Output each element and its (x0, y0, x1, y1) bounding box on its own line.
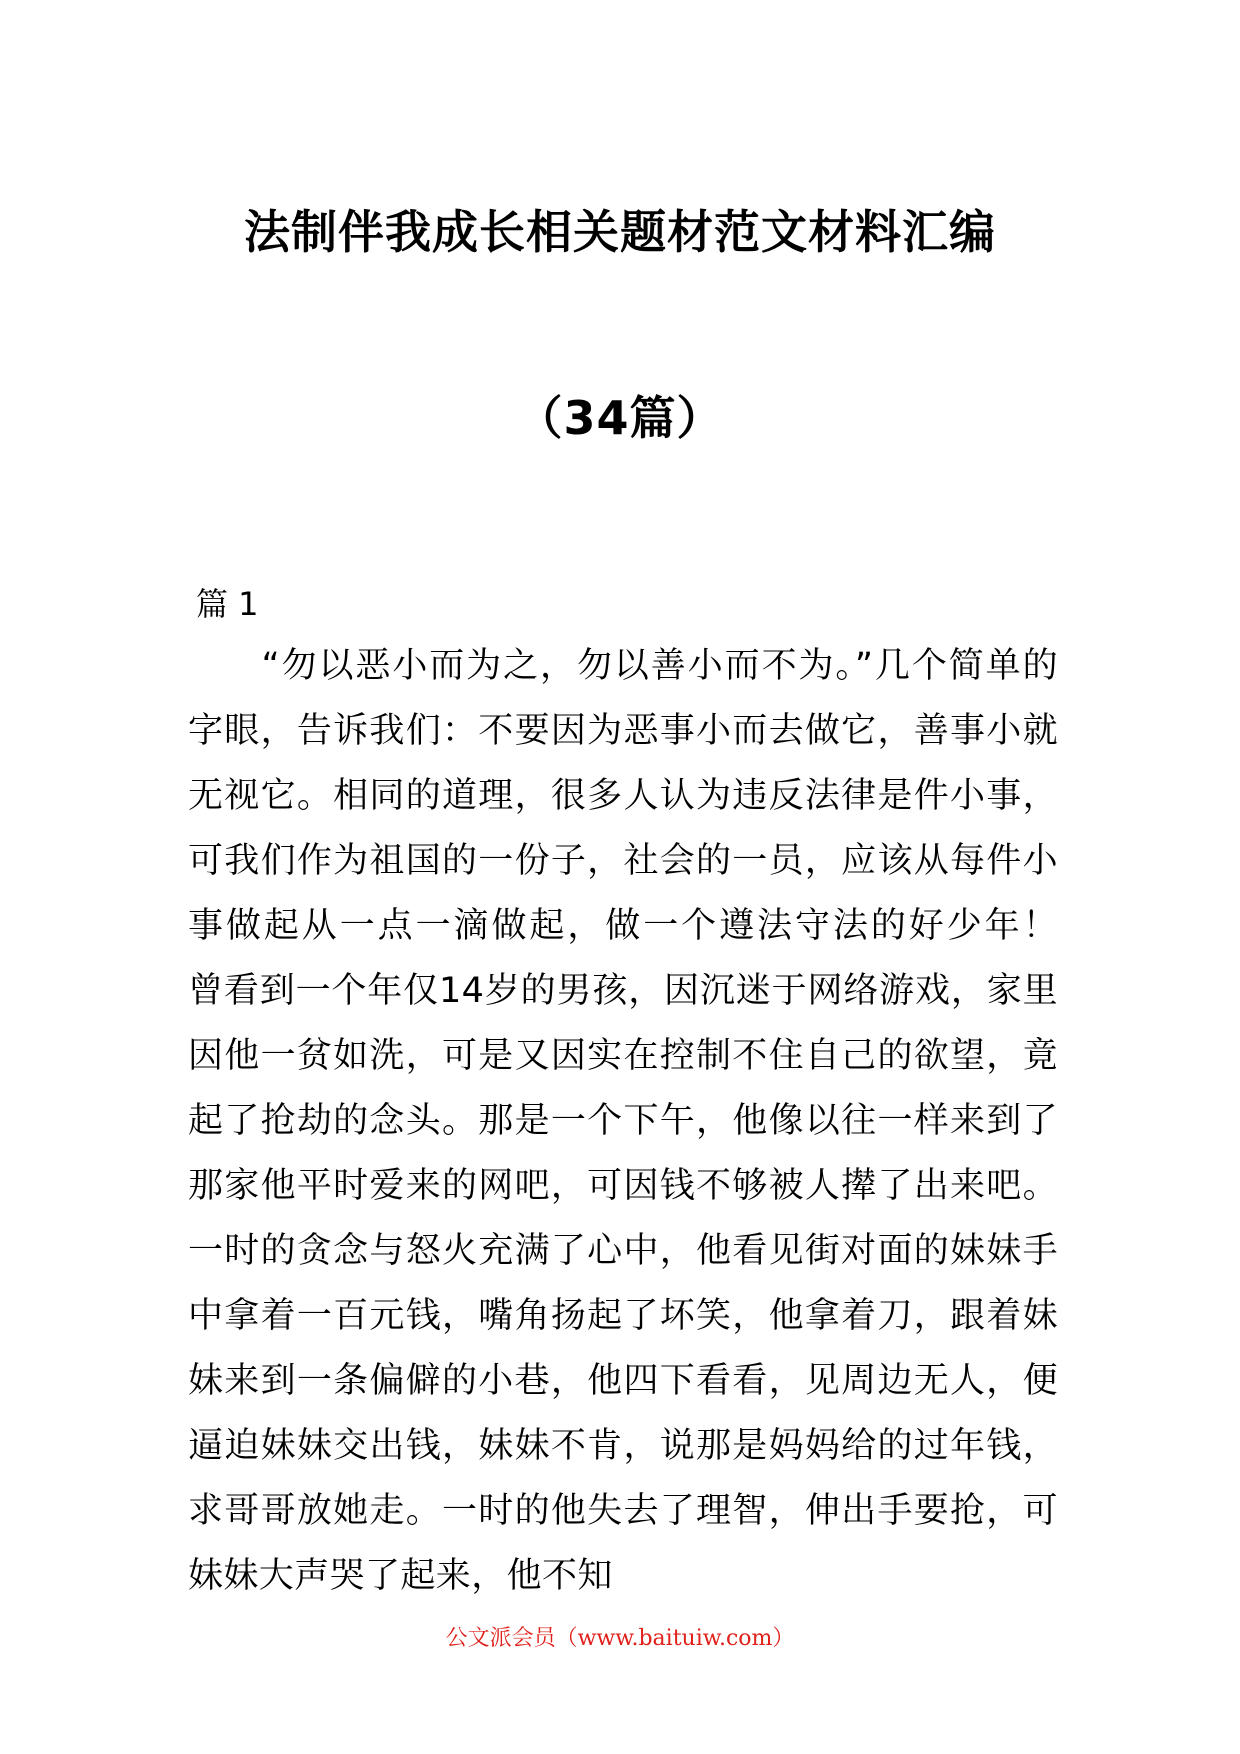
document-title: 法制伴我成长相关题材范文材料汇编 (244, 205, 996, 259)
document-subtitle: （34篇） (516, 391, 724, 445)
footer-watermark: 公文派会员（www.baituiw.com） (445, 1626, 795, 1651)
section-label: 篇 1 (196, 585, 259, 623)
body-paragraph: “勿以恶小而为之，勿以善小而不为。”几个简单的字眼，告诉我们：不要因为恶事小而去做它，善事小就无视它。相同的道理，很多人认为违反法律是件小事，可我们作为祖国的一份子，社会的一员，应该从每件小事做起从一点一滴做起，做一个遵法守法的好少年！ 曾看到一个年仅14岁的男孩，因沉迷于网络游戏，家里因他一贫如洗，可是又因实在控制不住自己的欲望，竟起了抢劫的念头。那是一个下午，他像以往一样来到了那家他平时爱来的网吧，可因钱不够被人撵了出来吧。一时的贪念与怒火充满了心中，他看见街对面的妹妹手中拿着一百元钱，嘴角扬起了坏笑，他拿着刀，跟着妹妹来到一条偏僻的小巷，他四下看看，见周边无人，便逼迫妹妹交出钱，妹妹不肯，说那是妈妈给的过年钱，求哥哥放她走。一时的他失去了理智，伸出手要抢，可妹妹大声哭了起来，他不知 (188, 646, 1129, 1596)
